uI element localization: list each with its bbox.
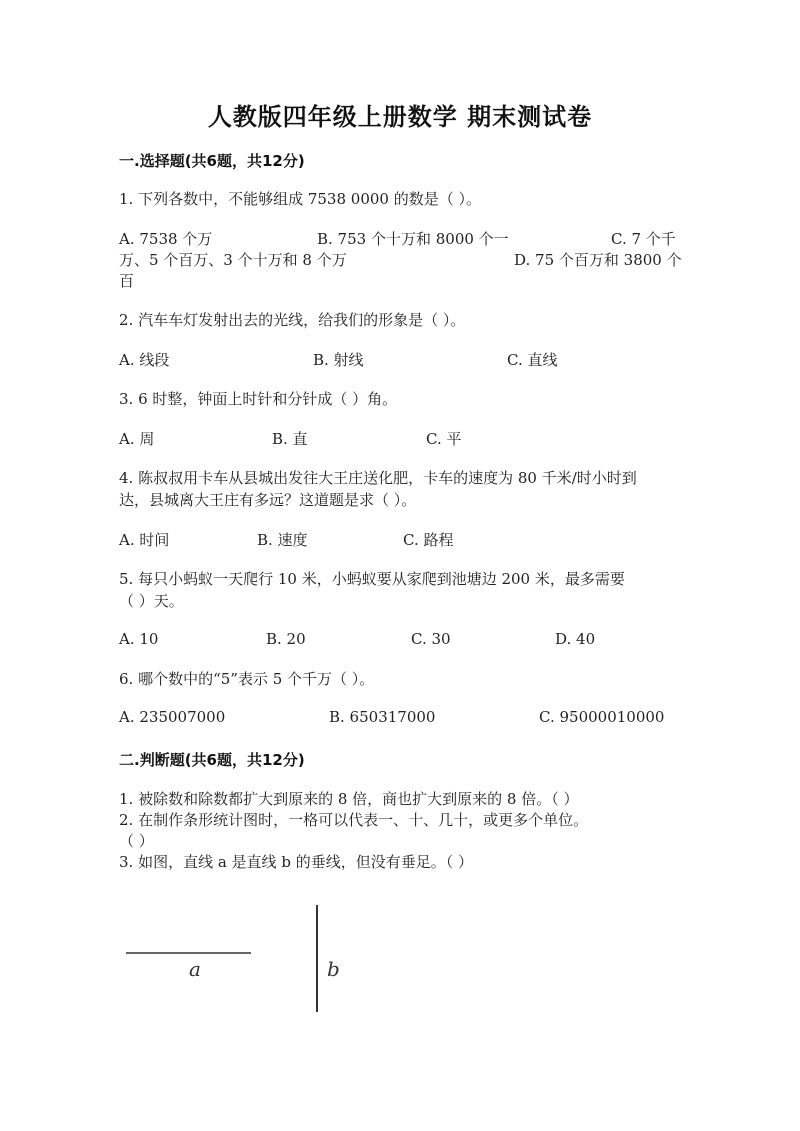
question-4-stem-line1: 4. 陈叔叔用卡车从县城出发往大王庄送化肥，卡车的速度为 80 千米/时小时到	[119, 469, 637, 487]
question-6-option-b: B. 650317000	[329, 708, 436, 726]
question-5-stem-line1: 5. 每只小蚂蚁一天爬行 10 米，小蚂蚁要从家爬到池塘边 200 米，最多需要	[119, 570, 625, 588]
question-6-option-a: A. 235007000	[119, 708, 226, 726]
question-2-stem: 2. 汽车车灯发射出去的光线，给我们的形象是（ ）。	[119, 311, 466, 329]
section-heading-choice: 一.选择题(共6题，共12分)	[119, 152, 305, 170]
question-2-option-b: B. 射线	[313, 351, 364, 369]
judgment-2-stem-line2: （ ）	[119, 832, 154, 850]
judgment-3-stem: 3. 如图，直线 a 是直线 b 的垂线，但没有垂足。（ ）	[119, 853, 473, 871]
label-a: a	[189, 957, 201, 981]
question-4-option-a: A. 时间	[119, 531, 170, 549]
question-5-stem-line2: （ ）天。	[119, 592, 184, 610]
question-5-option-d: D. 40	[555, 630, 596, 648]
question-2-option-c: C. 直线	[507, 351, 558, 369]
page-title: 人教版四年级上册数学 期末测试卷	[207, 103, 593, 131]
judgment-2-stem-line1: 2. 在制作条形统计图时，一格可以代表一、十、几十，或更多个单位。	[119, 811, 589, 829]
question-5-option-a: A. 10	[119, 630, 159, 648]
question-4-stem-line2: 达，县城离大王庄有多远？这道题是求（ ）。	[119, 491, 417, 509]
question-1-option-b: B. 753 个十万和 8000 个一	[317, 230, 509, 248]
question-1-stem: 1. 下列各数中，不能够组成 7538 0000 的数是（ ）。	[119, 190, 482, 208]
judgment-1-stem: 1. 被除数和除数都扩大到原来的 8 倍，商也扩大到原来的 8 倍。（ ）	[119, 790, 579, 808]
question-3-option-b: B. 直	[272, 430, 308, 448]
question-4-option-c: C. 路程	[403, 531, 454, 549]
section-heading-judgment: 二.判断题(共6题，共12分)	[119, 751, 305, 769]
question-3-option-a: A. 周	[119, 430, 155, 448]
question-5-option-c: C. 30	[411, 630, 451, 648]
question-6-stem: 6. 哪个数中的“5”表示 5 个千万（ ）。	[119, 670, 375, 688]
question-1-option-d: D. 75 个百万和 3800 个	[514, 251, 682, 269]
question-5-option-b: B. 20	[266, 630, 306, 648]
label-b: b	[327, 957, 340, 981]
question-1-option-c: C. 7 个千	[611, 230, 676, 248]
question-2-option-a: A. 线段	[119, 351, 170, 369]
question-4-option-b: B. 速度	[257, 531, 308, 549]
question-1-option-a: A. 7538 个万	[119, 230, 213, 248]
question-6-option-c: C. 95000010000	[539, 708, 665, 726]
question-3-option-c: C. 平	[426, 430, 462, 448]
question-3-stem: 3. 6 时整，钟面上时针和分针成（ ）角。	[119, 390, 398, 408]
question-1-option-c-cont: 万、5 个百万、3 个十万和 8 个万	[119, 251, 347, 269]
question-1-option-d-cont: 百	[119, 272, 135, 290]
